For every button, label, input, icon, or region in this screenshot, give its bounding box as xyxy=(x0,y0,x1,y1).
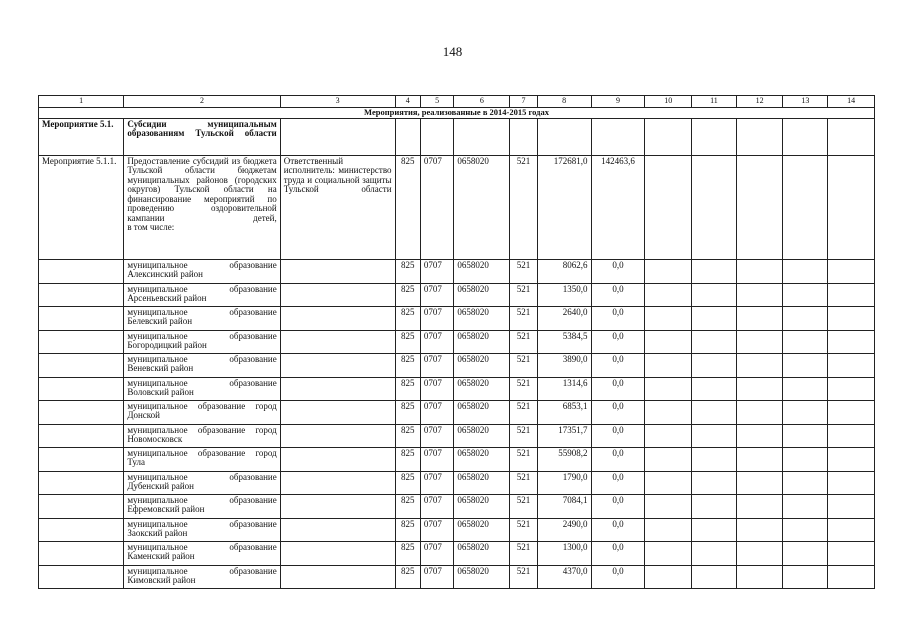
row-c5: 0707 xyxy=(420,565,454,589)
row-c7: 521 xyxy=(510,330,537,354)
row-name-cell xyxy=(124,401,280,425)
row-c9: 0,0 xyxy=(591,565,645,589)
row-c7: 521 xyxy=(510,565,537,589)
row-c6: 0658020 xyxy=(454,354,510,378)
row-c6: 0658020 xyxy=(454,401,510,425)
row-name-line1: муниципальное образование xyxy=(127,354,277,364)
row-c14 xyxy=(828,424,875,448)
submeasure-code: Мероприятие 5.1.1. xyxy=(39,156,124,260)
row-c9: 0,0 xyxy=(591,518,645,542)
row-c9: 0,0 xyxy=(591,283,645,307)
row-c9: 0,0 xyxy=(591,542,645,566)
row-name-line1: муниципальное образование город xyxy=(127,448,277,458)
row-name-cell xyxy=(124,377,280,401)
row-c7: 521 xyxy=(510,307,537,331)
row-c13 xyxy=(783,471,828,495)
row-c10 xyxy=(645,565,692,589)
row-c11 xyxy=(692,448,737,472)
row-c9: 0,0 xyxy=(591,448,645,472)
row-c4: 825 xyxy=(395,260,420,284)
row-c8: 8062,6 xyxy=(537,260,591,284)
column-number-7: 7 xyxy=(510,96,537,108)
row-c6: 0658020 xyxy=(454,330,510,354)
row-empty-code xyxy=(39,424,124,448)
row-c5: 0707 xyxy=(420,424,454,448)
row-c13 xyxy=(783,424,828,448)
row-name-line1: муниципальное образование город xyxy=(127,424,277,435)
row-name-line2: Дубенский район xyxy=(127,480,194,491)
table-row xyxy=(39,307,875,331)
row-c7: 521 xyxy=(510,424,537,448)
column-number-12: 12 xyxy=(736,96,783,108)
row-executor xyxy=(280,495,395,519)
row-c7: 521 xyxy=(510,260,537,284)
row-c8: 4370,0 xyxy=(537,565,591,589)
row-c10 xyxy=(645,260,692,284)
row-c12 xyxy=(736,260,783,284)
row-c14 xyxy=(828,565,875,589)
row-c11 xyxy=(692,495,737,519)
row-c7: 521 xyxy=(510,448,537,472)
row-c6: 0658020 xyxy=(454,471,510,495)
row-empty-code xyxy=(39,307,124,331)
row-c4: 825 xyxy=(395,377,420,401)
row-executor xyxy=(280,283,395,307)
row-empty-code xyxy=(39,448,124,472)
row-c13 xyxy=(783,565,828,589)
row-c4: 825 xyxy=(395,330,420,354)
table-row xyxy=(39,401,875,425)
row-c11 xyxy=(692,542,737,566)
row-c4: 825 xyxy=(395,307,420,331)
row-c6: 0658020 xyxy=(454,377,510,401)
row-c14 xyxy=(828,471,875,495)
row-c12 xyxy=(736,565,783,589)
column-number-10: 10 xyxy=(645,96,692,108)
row-c5: 0707 xyxy=(420,448,454,472)
row-empty-code xyxy=(39,401,124,425)
row-name-line2: Воловский район xyxy=(127,386,194,397)
row-c5: 0707 xyxy=(420,260,454,284)
table-row xyxy=(39,495,875,519)
row-c9: 0,0 xyxy=(591,354,645,378)
measure-row xyxy=(39,119,875,156)
row-c5: 0707 xyxy=(420,542,454,566)
row-c10 xyxy=(645,330,692,354)
row-c5: 0707 xyxy=(420,283,454,307)
row-name-line2: Ефремовский район xyxy=(127,504,205,515)
row-c10 xyxy=(645,424,692,448)
row-c8: 2490,0 xyxy=(537,518,591,542)
row-c14 xyxy=(828,448,875,472)
row-name-cell xyxy=(124,518,280,542)
row-c6: 0658020 xyxy=(454,260,510,284)
row-c10 xyxy=(645,518,692,542)
column-number-13: 13 xyxy=(783,96,828,108)
submeasure-name-cell xyxy=(124,156,280,260)
row-c11 xyxy=(692,330,737,354)
row-c12 xyxy=(736,330,783,354)
row-name-line2: Тула xyxy=(127,457,145,468)
table-row xyxy=(39,283,875,307)
row-c8: 55908,2 xyxy=(537,448,591,472)
row-c5: 0707 xyxy=(420,307,454,331)
submeasure-c6: 0658020 xyxy=(454,156,510,260)
row-c8: 1300,0 xyxy=(537,542,591,566)
row-c12 xyxy=(736,401,783,425)
row-executor xyxy=(280,307,395,331)
row-name-line2: Донской xyxy=(127,410,160,421)
row-c11 xyxy=(692,260,737,284)
row-c10 xyxy=(645,401,692,425)
row-c14 xyxy=(828,401,875,425)
row-empty-code xyxy=(39,377,124,401)
row-c11 xyxy=(692,401,737,425)
row-empty-code xyxy=(39,330,124,354)
row-c12 xyxy=(736,542,783,566)
row-executor xyxy=(280,424,395,448)
column-number-1: 1 xyxy=(39,96,124,108)
row-c13 xyxy=(783,542,828,566)
row-name-cell xyxy=(124,565,280,589)
row-name-cell xyxy=(124,260,280,284)
row-c11 xyxy=(692,424,737,448)
row-c14 xyxy=(828,260,875,284)
row-c13 xyxy=(783,330,828,354)
row-c4: 825 xyxy=(395,542,420,566)
submeasure-name: Предоставление субсидий из бюджета Тульской области бюджетам муниципальных районов (городских округов) Тульской области на финансирование мероприятий по проведению оздоровительной кампании детей, xyxy=(127,156,277,223)
row-name-line2: Новомосковск xyxy=(127,433,183,444)
row-c4: 825 xyxy=(395,424,420,448)
row-name-line1: муниципальное образование xyxy=(127,377,277,388)
table-row xyxy=(39,424,875,448)
column-number-6: 6 xyxy=(454,96,510,108)
row-empty-code xyxy=(39,565,124,589)
row-c11 xyxy=(692,307,737,331)
column-number-4: 4 xyxy=(395,96,420,108)
column-number-8: 8 xyxy=(537,96,591,108)
row-executor xyxy=(280,542,395,566)
row-c11 xyxy=(692,354,737,378)
table-row xyxy=(39,471,875,495)
row-c10 xyxy=(645,307,692,331)
row-name-line1: муниципальное образование xyxy=(127,565,277,576)
row-c6: 0658020 xyxy=(454,307,510,331)
row-name-line2: Каменский район xyxy=(127,551,195,562)
row-executor xyxy=(280,565,395,589)
row-c10 xyxy=(645,377,692,401)
column-number-2: 2 xyxy=(124,96,280,108)
row-c6: 0658020 xyxy=(454,542,510,566)
row-c8: 7084,1 xyxy=(537,495,591,519)
row-c11 xyxy=(692,377,737,401)
row-c8: 2640,0 xyxy=(537,307,591,331)
row-c7: 521 xyxy=(510,471,537,495)
row-c8: 1314,6 xyxy=(537,377,591,401)
measure-code: Мероприятие 5.1. xyxy=(39,119,124,156)
row-name-line1: муниципальное образование xyxy=(127,471,277,482)
row-name-line1: муниципальное образование город xyxy=(127,401,277,411)
table-row xyxy=(39,518,875,542)
row-c6: 0658020 xyxy=(454,424,510,448)
row-c9: 0,0 xyxy=(591,330,645,354)
row-c8: 5384,5 xyxy=(537,330,591,354)
row-name-line2: Заокский район xyxy=(127,527,188,538)
row-executor xyxy=(280,377,395,401)
row-c7: 521 xyxy=(510,354,537,378)
row-c13 xyxy=(783,283,828,307)
row-c12 xyxy=(736,471,783,495)
submeasure-row xyxy=(39,156,875,260)
row-c12 xyxy=(736,377,783,401)
row-c5: 0707 xyxy=(420,401,454,425)
row-name-line2: Арсеньевский район xyxy=(127,292,207,303)
row-c7: 521 xyxy=(510,542,537,566)
row-c8: 6853,1 xyxy=(537,401,591,425)
row-c9: 0,0 xyxy=(591,471,645,495)
row-name-line2: Белевский район xyxy=(127,316,193,327)
row-empty-code xyxy=(39,354,124,378)
row-c11 xyxy=(692,283,737,307)
row-c14 xyxy=(828,518,875,542)
row-c13 xyxy=(783,401,828,425)
row-c7: 521 xyxy=(510,283,537,307)
row-name-cell xyxy=(124,424,280,448)
row-empty-code xyxy=(39,518,124,542)
row-executor xyxy=(280,354,395,378)
row-c14 xyxy=(828,330,875,354)
table-row xyxy=(39,448,875,472)
row-c6: 0658020 xyxy=(454,565,510,589)
row-name-line1: муниципальное образование xyxy=(127,495,277,505)
row-name-line1: муниципальное образование xyxy=(127,330,277,341)
row-c5: 0707 xyxy=(420,377,454,401)
row-executor xyxy=(280,518,395,542)
row-c11 xyxy=(692,471,737,495)
row-name-cell xyxy=(124,542,280,566)
row-c9: 0,0 xyxy=(591,424,645,448)
row-c7: 521 xyxy=(510,495,537,519)
row-executor xyxy=(280,471,395,495)
table-row xyxy=(39,377,875,401)
row-c14 xyxy=(828,354,875,378)
row-name-line1: муниципальное образование xyxy=(127,542,277,552)
row-c7: 521 xyxy=(510,401,537,425)
row-empty-code xyxy=(39,471,124,495)
row-c14 xyxy=(828,377,875,401)
page-number: 148 xyxy=(442,44,463,59)
row-c12 xyxy=(736,354,783,378)
row-c14 xyxy=(828,283,875,307)
row-c14 xyxy=(828,495,875,519)
row-c10 xyxy=(645,283,692,307)
row-c9: 0,0 xyxy=(591,401,645,425)
row-c10 xyxy=(645,448,692,472)
row-empty-code xyxy=(39,495,124,519)
row-c10 xyxy=(645,495,692,519)
measure-name: Субсидии муниципальным образованиям Тульской области xyxy=(124,119,280,156)
row-c7: 521 xyxy=(510,377,537,401)
section-title: Мероприятия, реализованные в 2014-2015 годах xyxy=(39,108,875,119)
row-c5: 0707 xyxy=(420,471,454,495)
row-c12 xyxy=(736,424,783,448)
submeasure-c5: 0707 xyxy=(420,156,454,260)
table-row xyxy=(39,330,875,354)
row-c4: 825 xyxy=(395,471,420,495)
table-row xyxy=(39,354,875,378)
row-c5: 0707 xyxy=(420,354,454,378)
row-c13 xyxy=(783,495,828,519)
row-c11 xyxy=(692,518,737,542)
row-c6: 0658020 xyxy=(454,448,510,472)
row-name-line2: Богородицкий район xyxy=(127,339,207,350)
row-c4: 825 xyxy=(395,283,420,307)
row-c12 xyxy=(736,495,783,519)
column-number-11: 11 xyxy=(692,96,737,108)
row-name-cell xyxy=(124,283,280,307)
row-c4: 825 xyxy=(395,495,420,519)
table-row xyxy=(39,542,875,566)
row-name-line2: Веневский район xyxy=(127,363,194,374)
budget-table xyxy=(38,95,875,589)
row-c4: 825 xyxy=(395,401,420,425)
row-c13 xyxy=(783,307,828,331)
row-c8: 1790,0 xyxy=(537,471,591,495)
row-c10 xyxy=(645,354,692,378)
row-c6: 0658020 xyxy=(454,518,510,542)
row-executor xyxy=(280,401,395,425)
row-c6: 0658020 xyxy=(454,495,510,519)
row-c14 xyxy=(828,307,875,331)
row-name-line1: муниципальное образование xyxy=(127,260,277,270)
row-empty-code xyxy=(39,260,124,284)
row-name-cell xyxy=(124,495,280,519)
row-c13 xyxy=(783,260,828,284)
row-c12 xyxy=(736,448,783,472)
row-empty-code xyxy=(39,283,124,307)
row-c11 xyxy=(692,565,737,589)
row-c9: 0,0 xyxy=(591,377,645,401)
submeasure-c9: 142463,6 xyxy=(591,156,645,260)
row-c13 xyxy=(783,377,828,401)
row-executor xyxy=(280,260,395,284)
row-name-line1: муниципальное образование xyxy=(127,307,277,317)
row-c5: 0707 xyxy=(420,495,454,519)
row-c6: 0658020 xyxy=(454,283,510,307)
row-c8: 3890,0 xyxy=(537,354,591,378)
table-row xyxy=(39,565,875,589)
row-empty-code xyxy=(39,542,124,566)
row-c13 xyxy=(783,518,828,542)
row-name-cell xyxy=(124,330,280,354)
table-row xyxy=(39,260,875,284)
row-c8: 1350,0 xyxy=(537,283,591,307)
row-name-line1: муниципальное образование xyxy=(127,283,277,294)
row-executor xyxy=(280,448,395,472)
row-c7: 521 xyxy=(510,518,537,542)
submeasure-c7: 521 xyxy=(510,156,537,260)
row-executor xyxy=(280,330,395,354)
row-c10 xyxy=(645,542,692,566)
row-c5: 0707 xyxy=(420,518,454,542)
row-c12 xyxy=(736,307,783,331)
row-c9: 0,0 xyxy=(591,307,645,331)
column-number-5: 5 xyxy=(420,96,454,108)
submeasure-name-tail: в том числе: xyxy=(127,222,175,233)
row-name-cell xyxy=(124,354,280,378)
row-c9: 0,0 xyxy=(591,495,645,519)
section-title-row xyxy=(39,108,875,119)
row-name-cell xyxy=(124,307,280,331)
submeasure-c8: 172681,0 xyxy=(537,156,591,260)
row-c5: 0707 xyxy=(420,330,454,354)
row-name-cell xyxy=(124,471,280,495)
row-c10 xyxy=(645,471,692,495)
row-name-line2: Алексинский район xyxy=(127,269,203,280)
row-c13 xyxy=(783,448,828,472)
row-name-line1: муниципальное образование xyxy=(127,518,277,529)
row-name-cell xyxy=(124,448,280,472)
row-c13 xyxy=(783,354,828,378)
row-c4: 825 xyxy=(395,354,420,378)
row-c4: 825 xyxy=(395,565,420,589)
submeasure-c4: 825 xyxy=(395,156,420,260)
submeasure-executor: Ответственный исполнитель: министерство труда и социальной защиты Тульской области xyxy=(280,156,395,260)
row-c14 xyxy=(828,542,875,566)
row-c9: 0,0 xyxy=(591,260,645,284)
column-number-9: 9 xyxy=(591,96,645,108)
row-c12 xyxy=(736,283,783,307)
row-name-line2: Кимовский район xyxy=(127,574,196,585)
row-c8: 17351,7 xyxy=(537,424,591,448)
column-number-row xyxy=(39,96,875,108)
row-c12 xyxy=(736,518,783,542)
row-c4: 825 xyxy=(395,518,420,542)
row-c4: 825 xyxy=(395,448,420,472)
column-number-3: 3 xyxy=(280,96,395,108)
column-number-14: 14 xyxy=(828,96,875,108)
